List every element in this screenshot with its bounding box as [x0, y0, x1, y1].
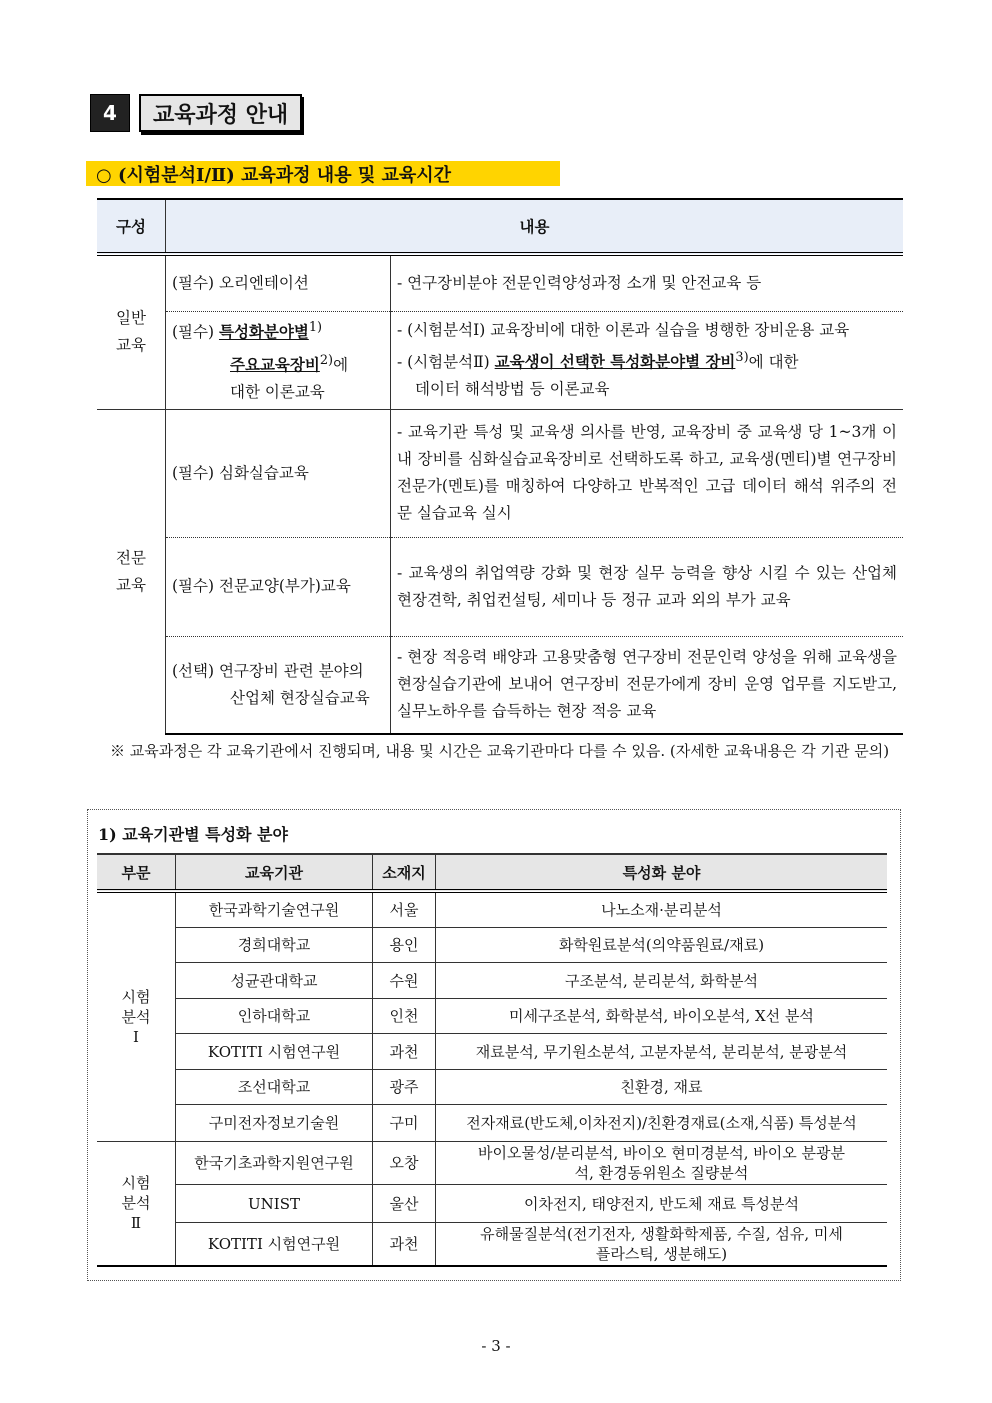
table-row — [97, 1105, 887, 1142]
page-number: - 3 - — [481, 1337, 511, 1355]
header-composition: 구성 — [97, 199, 166, 254]
course-line: 대한 이론교육 — [230, 382, 325, 401]
location-cell: 울산 — [373, 1185, 436, 1223]
underlined-text: 특성화분야별 — [218, 322, 309, 342]
table-row — [97, 1223, 887, 1266]
table-row — [97, 999, 887, 1034]
course-name: (필수) 오리엔테이션 — [166, 254, 391, 311]
curriculum-table — [97, 198, 903, 735]
course-suffix: 에 — [333, 355, 349, 374]
box-title: 1) 교육기관별 특성화 분야 — [98, 825, 288, 844]
location-cell: 수원 — [373, 963, 436, 999]
course-name: (필수) 심화실습교육 — [166, 409, 391, 537]
specialty-cell: 화학원료분석(의약품원료/재료) — [436, 928, 888, 963]
table-header — [97, 854, 887, 891]
section-number: 4 — [90, 94, 130, 132]
course-name — [166, 311, 391, 409]
institution-cell: 인하대학교 — [176, 999, 373, 1034]
table-row — [97, 254, 903, 311]
content-prefix: - (시험분석Ⅱ) — [397, 353, 495, 372]
note: ※ 교육과정은 각 교육기관에서 진행되며, 내용 및 시간은 교육기관마다 다를 수 있음. (자세한 교육내용은 각 기관 문의) — [110, 742, 890, 760]
header-specialty: 특성화 분야 — [436, 854, 888, 891]
header-location: 소재지 — [373, 854, 436, 891]
institution-cell: 성균관대학교 — [176, 963, 373, 999]
specialty-cell: 전자재료(반도체,이차전지)/친환경재료(소재,식품) 특성분석 — [436, 1105, 888, 1142]
location-cell: 서울 — [373, 891, 436, 928]
course-content: - 교육생의 취업역량 강화 및 현장 실무 능력을 향상 시킬 수 있는 산업체 현장견학, 취업컨설팅, 세미나 등 정규 교과 외의 부가 교육 — [391, 537, 904, 636]
table-row — [97, 409, 903, 537]
division-label: 시험 분석 Ⅱ — [97, 1142, 176, 1266]
specialty-cell: 미세구조분석, 화학분석, 바이오분석, X선 분석 — [436, 999, 888, 1034]
table-row — [97, 1034, 887, 1070]
specialty-cell: 재료분석, 무기원소분석, 고분자분석, 분리분석, 분광분석 — [436, 1034, 888, 1070]
content-suffix: 에 대한 — [748, 353, 799, 372]
footnote-ref: 1) — [308, 320, 323, 336]
table-header — [97, 199, 903, 254]
institution-cell: 조선대학교 — [176, 1070, 373, 1105]
footnote-ref: 3) — [735, 349, 749, 365]
course-name — [166, 636, 391, 734]
division-label: 시험 분석 Ⅰ — [97, 891, 176, 1142]
content-line: - (시험분석Ⅰ) 교육장비에 대한 이론과 실습을 병행한 장비운용 교육 — [397, 320, 850, 339]
course-content: - 연구장비분야 전문인력양성과정 소개 및 안전교육 등 — [397, 273, 762, 292]
course-content — [391, 311, 904, 409]
location-cell: 오창 — [373, 1142, 436, 1185]
table-row — [97, 537, 903, 636]
location-cell: 광주 — [373, 1070, 436, 1105]
specialty-cell: 구조분석, 분리분석, 화학분석 — [436, 963, 888, 999]
course-prefix: (필수) — [172, 323, 219, 342]
specialty-cell: 나노소재·분리분석 — [436, 891, 888, 928]
table-row — [97, 636, 903, 734]
table-row — [97, 311, 903, 409]
course-line: 산업체 현장실습교육 — [230, 688, 370, 707]
group-label: 일반 교육 — [97, 254, 166, 409]
course-line: (선택) 연구장비 관련 분야의 — [172, 661, 364, 680]
section-title: 교육과정 안내 — [139, 94, 302, 132]
institution-cell: KOTITI 시험연구원 — [176, 1034, 373, 1070]
header-institution: 교육기관 — [176, 854, 373, 891]
institution-cell: KOTITI 시험연구원 — [176, 1223, 373, 1266]
underlined-text: 주요교육장비 — [230, 354, 320, 374]
header-division: 부문 — [97, 854, 176, 891]
header-content: 내용 — [166, 199, 904, 254]
institution-cell: 구미전자정보기술원 — [176, 1105, 373, 1142]
location-cell: 과천 — [373, 1034, 436, 1070]
specialty-cell: 이차전지, 태양전지, 반도체 재료 특성분석 — [436, 1185, 888, 1223]
table-row — [97, 1070, 887, 1105]
location-cell: 과천 — [373, 1223, 436, 1266]
table-row — [97, 963, 887, 999]
location-cell: 인천 — [373, 999, 436, 1034]
institution-table — [97, 853, 887, 1267]
group-label: 전문 교육 — [97, 409, 166, 734]
institution-cell: 한국기초과학지원연구원 — [176, 1142, 373, 1185]
section-heading — [90, 94, 302, 132]
location-cell: 구미 — [373, 1105, 436, 1142]
institution-cell: 한국과학기술연구원 — [176, 891, 373, 928]
specialty-cell: 유해물질분석(전기전자, 생활화학제품, 수질, 섬유, 미세플라스틱, 생분해도) — [436, 1223, 888, 1266]
footnote-ref: 2) — [319, 352, 334, 368]
table-row — [97, 891, 887, 928]
course-name: (필수) 전문교양(부가)교육 — [166, 537, 391, 636]
table-row — [97, 1185, 887, 1223]
location-cell: 용인 — [373, 928, 436, 963]
subheading: ○ (시험분석Ⅰ/Ⅱ) 교육과정 내용 및 교육시간 — [86, 161, 560, 186]
content-line: 데이터 해석방법 등 이론교육 — [415, 380, 610, 399]
specialty-cell: 바이오물성/분리분석, 바이오 현미경분석, 바이오 분광분석, 환경동위원소 질량분석 — [436, 1142, 888, 1185]
course-content: - 현장 적응력 배양과 고용맞춤형 연구장비 전문인력 양성을 위해 교육생을 현장실습기관에 보내어 연구장비 전문가에게 장비 운영 업무를 지도받고, 실무노하우를 습득하는 현장 적응 교육 — [391, 636, 904, 734]
specialty-cell: 친환경, 재료 — [436, 1070, 888, 1105]
institution-cell: 경희대학교 — [176, 928, 373, 963]
underlined-text: 교육생이 선택한 특성화분야별 장비 — [494, 352, 736, 372]
table-row — [97, 928, 887, 963]
table-row — [97, 1142, 887, 1185]
course-content: - 교육기관 특성 및 교육생 의사를 반영, 교육장비 중 교육생 당 1~3개 이내 장비를 심화실습교육장비로 선택하도록 하고, 교육생(멘티)별 연구장비 전문가(멘토)를 매칭하여 다양하고 반복적인 고급 데이터 해석 위주의 전문 실습교육 실시 — [391, 409, 904, 537]
institution-cell: UNIST — [176, 1185, 373, 1223]
